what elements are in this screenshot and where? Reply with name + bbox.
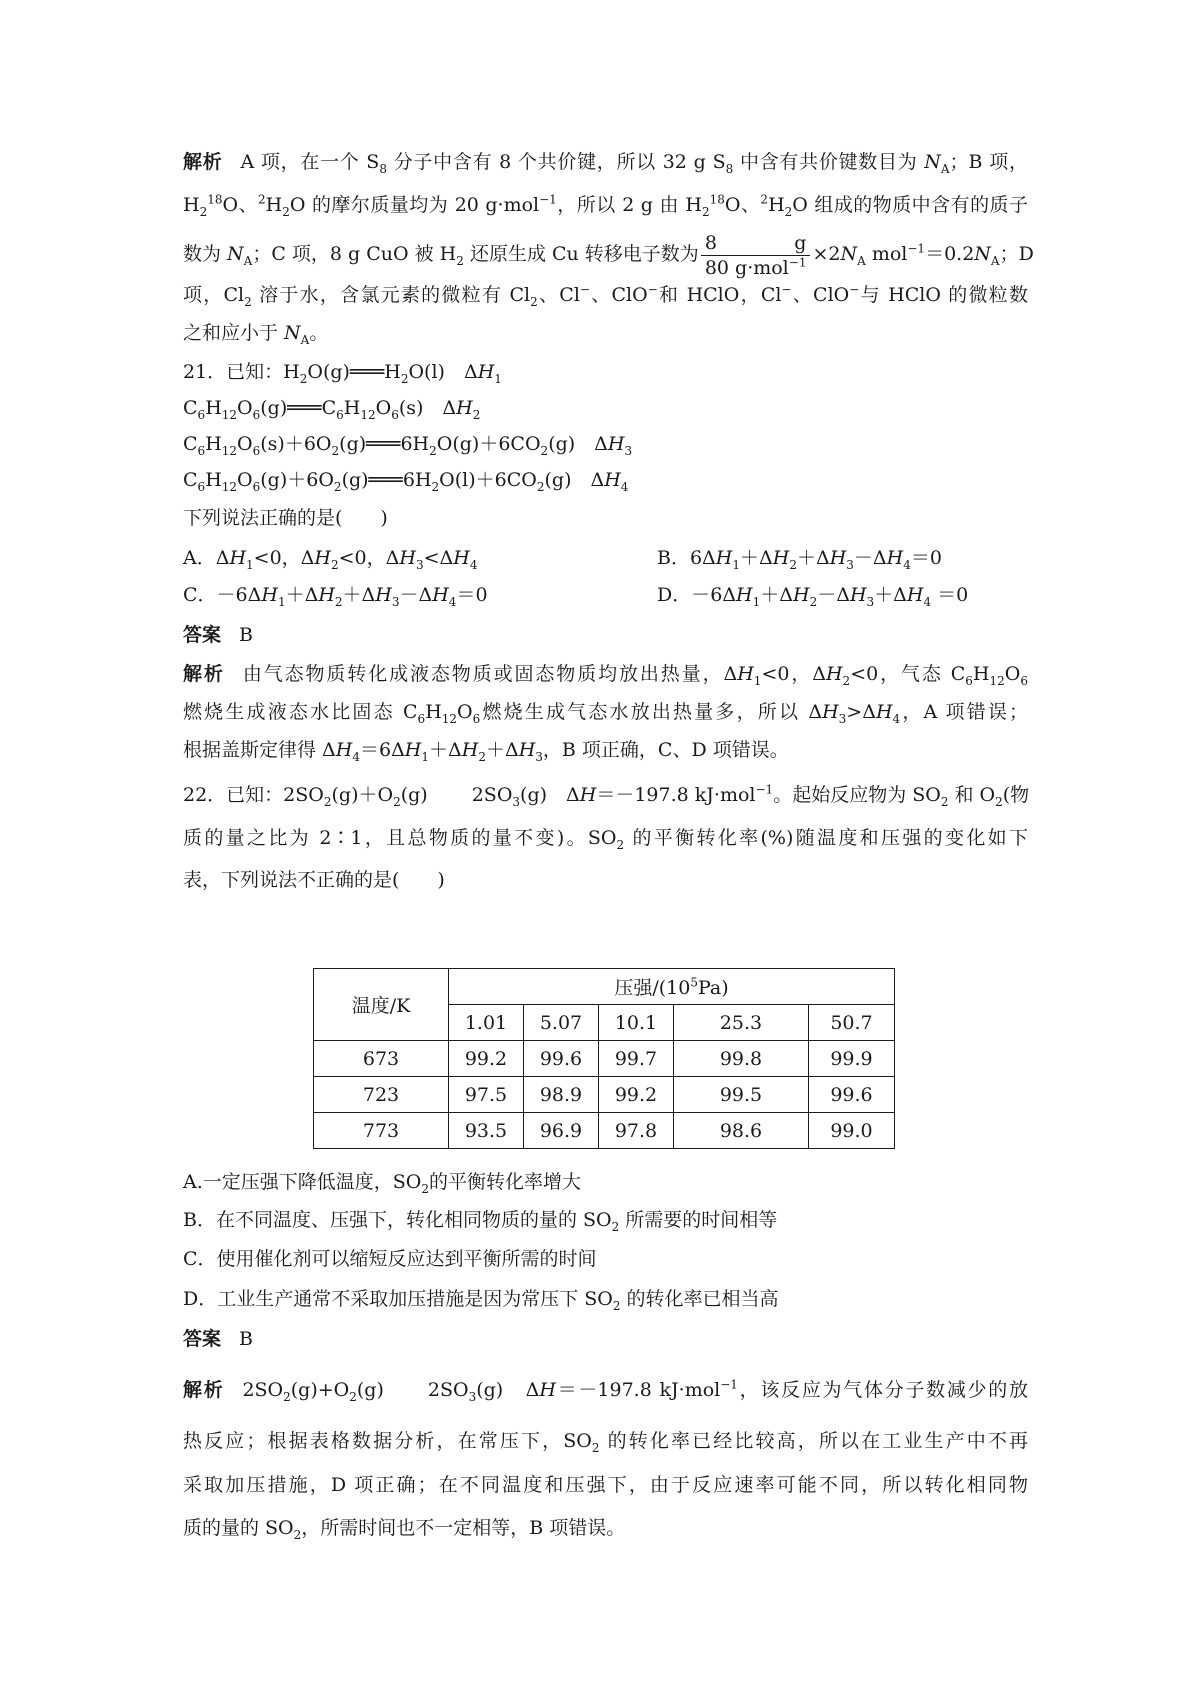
pressure-header: 压强$/(10^5Pa)$: [449, 969, 895, 1005]
q21-equation-3: $C_6H_{12}O_6(s)+6O_2(g)═══6H_2O(g)+6CO_2(g)$ $\Delta H_3$: [183, 433, 633, 458]
value-cell: 93.5: [449, 1113, 524, 1149]
q22-stem-line-3: 表，下列说法不正确的是( ): [183, 869, 445, 891]
q21-analysis-line-2: 燃烧生成液态水比固态 $C_6H_{12}O_6$燃烧生成气态水放出热量多，所以 $\Delta H_3>\Delta H_4$，A 项错误；: [183, 701, 1029, 726]
analysis-label: 解析: [183, 663, 225, 685]
q22-stem-line-1: 22．已知：$2SO_2(g)+O_2(g)$ $2SO_3(g)$ ΔH＝－197.8 kJ·mol$^{-1}$。起始反应物为 $SO_2$ 和 $O_2$(物: [183, 782, 1030, 809]
q22-analysis-line-3: 采取加压措施，D 项正确；在不同温度和压强下，由于反应速率可能不同，所以转化相同物: [183, 1474, 1028, 1496]
value-cell: 98.9: [524, 1077, 599, 1113]
value-cell: 99.6: [809, 1077, 895, 1113]
q22-analysis-line-4: 质的量的 $SO_2$，所需时间也不一定相等，B 项错误。: [183, 1517, 626, 1542]
q22-answer: 答案 B: [183, 1328, 253, 1350]
q20-analysis-line-5: 之和应小于 $N_A$。: [183, 322, 329, 347]
q21-analysis-line-3: 根据盖斯定律得 $\Delta H_4=6\Delta H_1+\Delta H_2+\Delta H_3$，B 项正确，C、D 项错误。: [183, 739, 789, 764]
q21-option-b: B．$6\Delta H_1+\Delta H_2+\Delta H_3-\Delta H_4=0$: [657, 547, 942, 572]
value-cell: 98.6: [674, 1113, 809, 1149]
q21-answer: 答案 B: [183, 624, 253, 646]
q21-stem-equation-1: 21．已知：$H_2O(g)═══H_2O(l)$ $\Delta H_1$: [183, 361, 502, 386]
q22-stem-line-2: 质的量之比为 2∶1，且总物质的量不变)。$SO_2$ 的平衡转化率(%)随温度和压强的变化如下: [183, 827, 1028, 852]
q20-analysis-line-2: $H_2^{18}O$、$^2H_2O$ 的摩尔质量均为 20 g·mol$^{-1}$，所以 2 g 由 $H_2^{18}O$、$^2H_2O$ 组成的物质中含有的质子: [183, 192, 1029, 219]
temperature-cell: 673: [314, 1041, 449, 1077]
q21-question: 下列说法正确的是( ): [183, 507, 388, 529]
temperature-header: 温度/K: [314, 969, 449, 1041]
value-cell: 99.5: [674, 1077, 809, 1113]
table-header-row: [314, 969, 895, 1005]
q21-option-c: C．$-6\Delta H_1+\Delta H_2+\Delta H_3-\Delta H_4=0$: [183, 584, 488, 609]
value-cell: 99.9: [809, 1041, 895, 1077]
value-cell: 96.9: [524, 1113, 599, 1149]
q21-equation-4: $C_6H_{12}O_6(g)+6O_2(g)═══6H_2O(l)+6CO_2(g)$ $\Delta H_4$: [183, 469, 629, 494]
q21-option-a: A．$\Delta H_1<0$，$\Delta H_2<0$，$\Delta H_3<\Delta H_4$: [183, 547, 478, 572]
pressure-cell: 25.3: [674, 1005, 809, 1041]
q22-analysis-line-2: 热反应；根据表格数据分析，在常压下，$SO_2$ 的转化率已经比较高，所以在工业生产中不再: [183, 1430, 1028, 1455]
q22-option-a: A.一定压强下降低温度，$SO_2$的平衡转化率增大: [183, 1171, 582, 1196]
value-cell: 97.5: [449, 1077, 524, 1113]
temperature-cell: 723: [314, 1077, 449, 1113]
pressure-cell: 10.1: [599, 1005, 674, 1041]
q20-analysis-line-3: 数为 $N_A$；C 项，8 g CuO 被 $H_2$ 还原生成 Cu 转移电子数为 $\frac{8 g}{80 g\cdot mol^{-1}}$ $\times 2N_A$ $mol^{-1}=0.2N_A$；D: [183, 231, 1034, 279]
pressure-cell: 5.07: [524, 1005, 599, 1041]
temperature-cell: 773: [314, 1113, 449, 1149]
value-cell: 99.2: [599, 1077, 674, 1113]
value-cell: 97.8: [599, 1113, 674, 1149]
q22-option-d: D．工业生产通常不采取加压措施是因为常压下 $SO_2$ 的转化率已相当高: [183, 1288, 779, 1313]
analysis-label: 解析: [183, 1379, 225, 1401]
q21-equation-2: $C_6H_{12}O_6(g)═══C_6H_{12}O_6(s)$ $\Delta H_2$: [183, 397, 481, 422]
q21-option-d: D．$-6\Delta H_1+\Delta H_2-\Delta H_3+\Delta H_4 =0$: [657, 584, 969, 609]
fraction: $\frac{8 g}{80 g\cdot mol^{-1}}$: [701, 231, 811, 280]
value-cell: 99.2: [449, 1041, 524, 1077]
conversion-table: [313, 968, 895, 1149]
q22-option-b: B．在不同温度、压强下，转化相同物质的量的 $SO_2$ 所需要的时间相等: [183, 1209, 778, 1234]
value-cell: 99.0: [809, 1113, 895, 1149]
pressure-cell: 50.7: [809, 1005, 895, 1041]
value-cell: 99.6: [524, 1041, 599, 1077]
pressure-cell: 1.01: [449, 1005, 524, 1041]
q21-analysis-line-1: 解析 由气态物质转化成液态物质或固态物质均放出热量，$\Delta H_1<0$，$\Delta H_2<0$，气态 $C_6H_{12}O_6$: [183, 663, 1028, 688]
q22-option-c: C．使用催化剂可以缩短反应达到平衡所需的时间: [183, 1248, 597, 1270]
table-row: [314, 1077, 895, 1113]
analysis-label: 解析: [183, 151, 223, 173]
value-cell: 99.7: [599, 1041, 674, 1077]
value-cell: 99.8: [674, 1041, 809, 1077]
answer-label: 答案: [183, 624, 222, 646]
q20-analysis-line-4: 项，$Cl_2$ 溶于水，含氯元素的微粒有 $Cl_2$、Cl−、ClO−和 HClO，Cl−、ClO−与 HClO 的微粒数: [183, 282, 1028, 309]
table-row: [314, 1041, 895, 1077]
table-row: [314, 1113, 895, 1149]
q22-analysis-line-1: 解析 $2SO_2(g)+O_2(g)$ $2SO_3(g)$ ΔH＝－197.8 kJ·mol$^{-1}$，该反应为气体分子数减少的放: [183, 1377, 1028, 1404]
answer-label: 答案: [183, 1328, 222, 1350]
q20-analysis-line-1: 解析 A 项，在一个 $S_8$ 分子中含有 8 个共价键，所以 32 g $S_8$ 中含有共价键数目为 $N_A$；B 项，: [183, 151, 1028, 176]
